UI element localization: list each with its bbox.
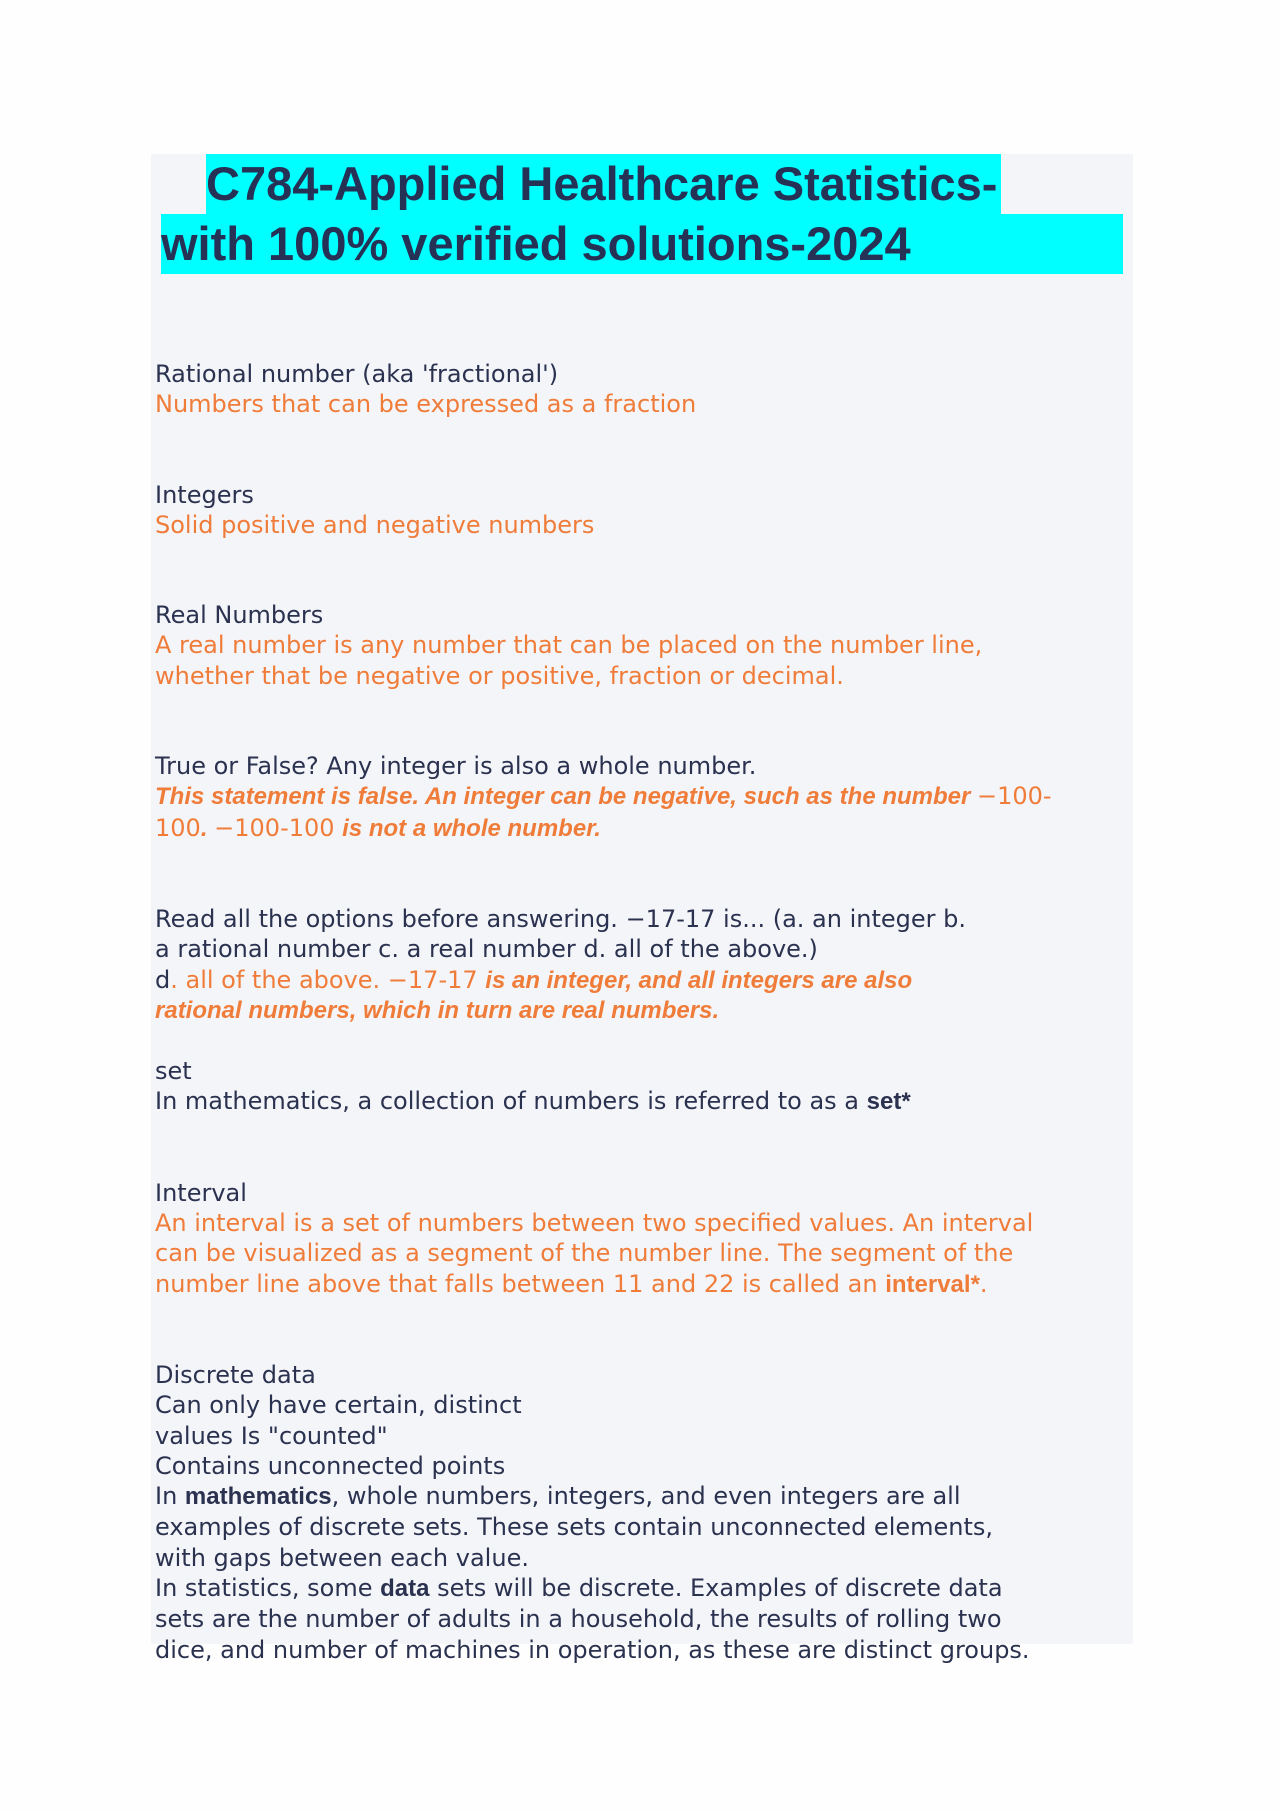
discrete-l7-bold: data (380, 1575, 430, 1603)
term-interval: Interval (155, 1178, 247, 1207)
term-integers: Integers (155, 480, 254, 509)
answer-interval-period: . (979, 1269, 988, 1298)
answer-read-options-line-1 (155, 965, 1127, 996)
discrete-line-4 (155, 1481, 1127, 1512)
answer-interval-text: number line above that falls between 11 and 22 is called an (155, 1269, 886, 1298)
answer-tf-num-2: 100 (155, 813, 201, 842)
answer-rational-number: Numbers that can be expressed as a fraction (155, 390, 697, 419)
answer-real-numbers-line-1: A real number is any number that can be placed on the number line, (155, 631, 983, 660)
answer-set-bold: set* (866, 1088, 911, 1116)
answer-tf-bold-3: is not a whole number. (342, 814, 601, 842)
answer-tf-num-3: −100-100 (214, 813, 343, 842)
answer-interval-line-1: An interval is a set of numbers between two specified values. An interval (155, 1209, 1034, 1238)
discrete-l4-post: , whole numbers, integers, and even integers are all (331, 1482, 961, 1511)
term-read-options-line-2: a rational number c. a real number d. all of the above.) (155, 935, 818, 964)
term-discrete-data: Discrete data (155, 1360, 316, 1389)
discrete-line-2: values Is "counted" (155, 1421, 388, 1450)
term-rational-number: Rational number (aka 'fractional') (155, 360, 559, 388)
document-panel (151, 154, 1133, 1664)
discrete-line-6: with gaps between each value. (155, 1543, 529, 1572)
answer-integers: Solid positive and negative numbers (155, 510, 595, 539)
title-line-2: with 100% verified solutions-2024 (161, 214, 1123, 274)
answer-interval-line-3 (155, 1269, 1127, 1300)
answer-set-text: In mathematics, a collection of numbers is referred to as a (155, 1087, 867, 1116)
discrete-l7-pre: In statistics, some (155, 1574, 381, 1603)
term-read-options-line-1: Read all the options before answering. −17-17 is... (a. an integer b. (155, 904, 967, 933)
discrete-l4-bold: mathematics (184, 1483, 332, 1511)
discrete-l4-pre: In (155, 1482, 185, 1511)
discrete-line-3: Contains unconnected points (155, 1451, 506, 1480)
answer-option-bold-1: is an integer, and all integers are also (485, 966, 913, 994)
discrete-line-8: sets are the number of adults in a household, the results of rolling two (155, 1605, 1002, 1634)
discrete-line-1: Can only have certain, distinct (155, 1391, 522, 1420)
answer-read-options-line-2: rational numbers, which in turn are real numbers. (155, 996, 720, 1024)
answer-set (155, 1086, 1127, 1117)
answer-true-false-line-2 (155, 813, 1127, 844)
answer-option-letter: d (155, 965, 171, 994)
answer-tf-num-1: −100- (977, 782, 1052, 811)
term-real-numbers: Real Numbers (155, 601, 324, 630)
answer-tf-bold-2: . (200, 814, 215, 842)
title-line-1: C784-Applied Healthcare Statistics- (206, 154, 1001, 214)
answer-interval-bold: interval* (885, 1270, 980, 1298)
discrete-l7-post: sets will be discrete. Examples of discrete data (429, 1574, 1003, 1603)
answer-true-false-line-1 (155, 781, 1127, 812)
answer-real-numbers-line-2: whether that be negative or positive, fraction or decimal. (155, 661, 844, 690)
discrete-line-9: dice, and number of machines in operation, as these are distinct groups. (155, 1635, 1030, 1664)
discrete-line-7 (155, 1573, 1127, 1604)
document-body (155, 359, 1127, 1665)
answer-option-text: . all of the above. −17-17 (170, 965, 486, 994)
term-true-false: True or False? Any integer is also a whole number. (155, 752, 757, 781)
answer-interval-line-2: can be visualized as a segment of the number line. The segment of the (155, 1239, 1014, 1268)
answer-tf-bold-1: This statement is false. An integer can be negative, such as the number (155, 783, 978, 811)
discrete-line-5: examples of discrete sets. These sets contain unconnected elements, (155, 1513, 994, 1542)
term-set: set (155, 1057, 192, 1086)
